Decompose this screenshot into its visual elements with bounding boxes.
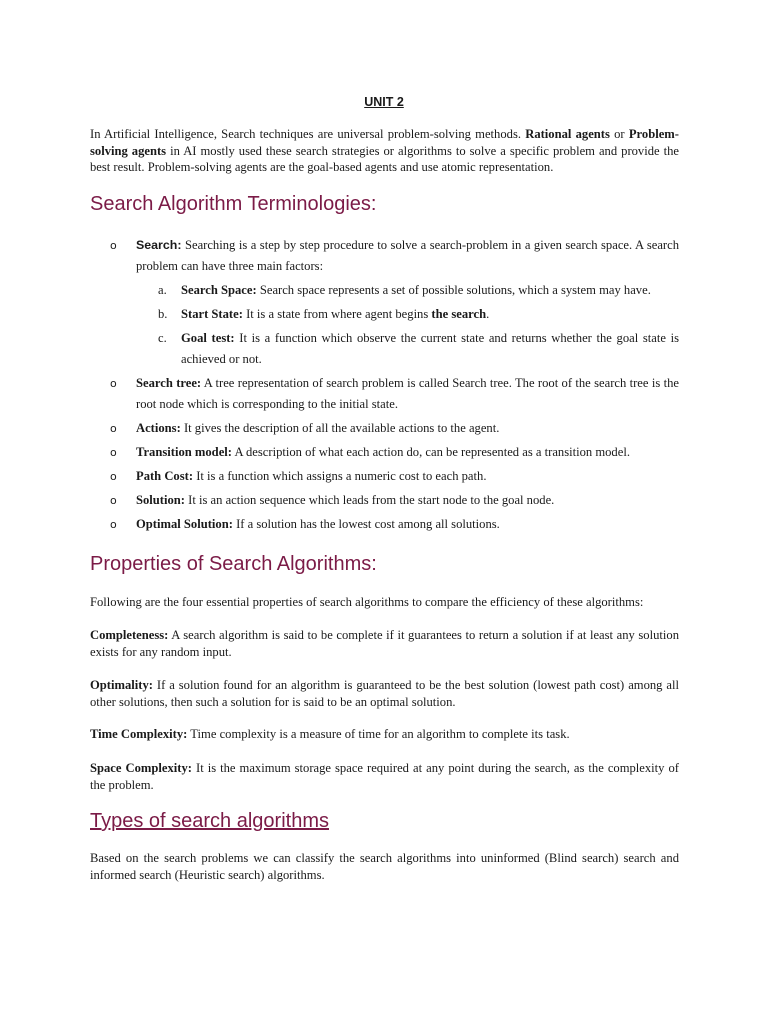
- intro-paragraph: [90, 126, 679, 176]
- term-label: Start State:: [181, 307, 243, 321]
- term-label: Search tree:: [136, 376, 202, 390]
- list-item-solution: [110, 490, 679, 511]
- property-space-complexity: [90, 760, 679, 793]
- term-emphasis: the search: [431, 307, 487, 321]
- list-marker: c.: [158, 331, 167, 345]
- problem-solving-agents-term: Problem-solving agents: [90, 127, 679, 158]
- term-description: Search space represents a set of possible solutions, which a system may have.: [259, 283, 651, 297]
- list-marker: a.: [158, 283, 167, 297]
- bullet-icon: o: [110, 377, 117, 390]
- list-item-search-tree: [110, 373, 679, 415]
- term-description: It is a function which assigns a numeric cost to each path.: [196, 469, 487, 483]
- property-completeness: [90, 627, 679, 660]
- terminology-list: [110, 235, 679, 538]
- term-description: It is the maximum storage space required at any point during the search, as the complexity of the problem.: [90, 761, 679, 792]
- term-label: Optimality:: [90, 678, 153, 692]
- bullet-icon: o: [110, 518, 117, 531]
- term-label: Transition model:: [136, 445, 232, 459]
- bullet-icon: o: [110, 422, 117, 435]
- term-description: A description of what each action do, can be represented as a transition model.: [234, 445, 630, 459]
- list-item-goal-test: [158, 328, 679, 370]
- heading-search-terminologies: Search Algorithm Terminologies:: [90, 193, 377, 215]
- term-label: Actions:: [136, 421, 181, 435]
- term-label: Search Space:: [181, 283, 257, 297]
- sentence-end: .: [486, 307, 490, 321]
- types-paragraph: Based on the search problems we can classify the search algorithms into uninformed (Blind search) search and informed search (Heuristic search) algorithms.: [90, 851, 679, 882]
- list-item-path-cost: [110, 466, 679, 487]
- term-description: It is a state from where agent begins: [246, 307, 429, 321]
- rational-agents-term: Rational agents: [525, 127, 610, 141]
- property-time-complexity: [90, 726, 679, 743]
- bullet-icon: o: [110, 446, 117, 459]
- list-item-actions: [110, 418, 679, 439]
- term-description: If a solution found for an algorithm is guaranteed to be the best solution (lowest path cost) among all other solutions, then such a solution for is said to be an optimal solution.: [90, 678, 679, 709]
- intro-text: In Artificial Intelligence, Search techniques are universal problem-solving methods.: [90, 127, 521, 141]
- list-item-start-state: [158, 304, 679, 325]
- list-item-search: [110, 235, 679, 370]
- term-label: Completeness:: [90, 628, 169, 642]
- term-description: It gives the description of all the available actions to the agent.: [183, 421, 500, 435]
- term-label: Goal test:: [181, 331, 235, 345]
- heading-properties: Properties of Search Algorithms:: [90, 553, 377, 575]
- properties-intro: Following are the four essential properties of search algorithms to compare the efficiency of these algorithms:: [90, 595, 644, 609]
- term-description: Time complexity is a measure of time for an algorithm to complete its task.: [190, 727, 570, 741]
- term-label: Solution:: [136, 493, 185, 507]
- term-description: A search algorithm is said to be complete if it guarantees to return a solution if at least any solution exists for any random input.: [90, 628, 679, 659]
- bullet-icon: o: [110, 470, 117, 483]
- term-label: Time Complexity:: [90, 727, 188, 741]
- intro-text-continued: in AI mostly used these search strategies or algorithms to solve a specific problem and provide the best result. Problem-solving agents are the goal-based agents and use atomic representation.: [90, 143, 680, 175]
- term-label: Search:: [136, 238, 182, 252]
- term-label: Path Cost:: [136, 469, 194, 483]
- heading-types: Types of search algorithms: [90, 810, 329, 832]
- intro-or: or: [614, 127, 625, 141]
- term-description: A tree representation of search problem is called Search tree. The root of the search tree is the root node which is corresponding to the initial state.: [136, 376, 679, 411]
- term-description: It is an action sequence which leads from the start node to the goal node.: [188, 493, 555, 507]
- term-label: Optimal Solution:: [136, 517, 233, 531]
- list-marker: b.: [158, 307, 168, 321]
- list-item-transition-model: [110, 442, 679, 463]
- bullet-icon: o: [110, 239, 117, 252]
- unit-title: UNIT 2: [364, 95, 404, 109]
- bullet-icon: o: [110, 494, 117, 507]
- list-item-search-space: [158, 280, 679, 301]
- search-factor-list: [158, 280, 679, 370]
- list-item-optimal-solution: [110, 514, 679, 535]
- term-description: It is a function which observe the current state and returns whether the goal state is achieved or not.: [181, 331, 679, 366]
- term-description: Searching is a step by step procedure to solve a search-problem in a given search space. A search problem can have three main factors:: [136, 238, 679, 273]
- term-label: Space Complexity:: [90, 761, 192, 775]
- term-description: If a solution has the lowest cost among all solutions.: [236, 517, 500, 531]
- property-optimality: [90, 677, 679, 710]
